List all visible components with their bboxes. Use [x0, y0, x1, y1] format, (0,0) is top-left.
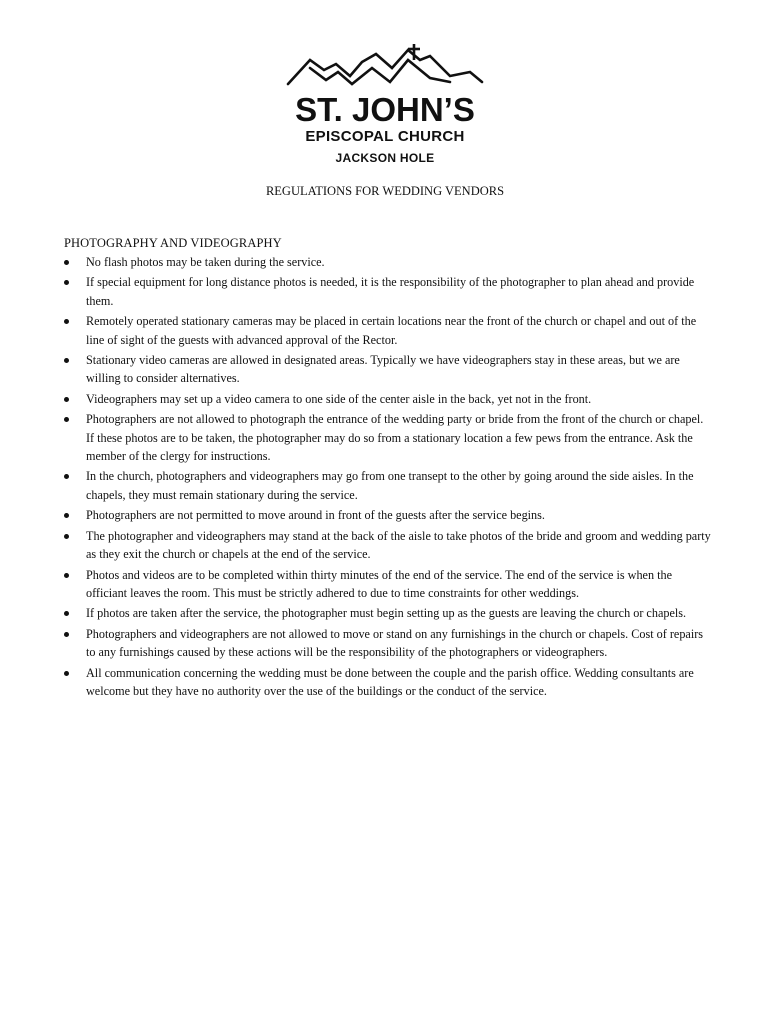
- list-item: [64, 566, 714, 603]
- church-location: JACKSON HOLE: [335, 151, 435, 165]
- rule-text: Stationary video cameras are allowed in designated areas. Typically we have videographers stay in these areas, but we are willing to consider alternatives.: [86, 353, 680, 386]
- list-item: [64, 253, 714, 271]
- rule-text: Photographers are not permitted to move around in front of the guests after the service begins.: [86, 508, 545, 523]
- bullet-icon: [64, 513, 69, 518]
- bullet-icon: [64, 358, 69, 363]
- list-item: [64, 312, 714, 349]
- bullet-icon: [64, 260, 69, 265]
- list-item: [64, 604, 714, 622]
- list-item: [64, 527, 714, 564]
- rule-text: Photographers are not allowed to photograph the entrance of the wedding party or bride from the front of the church or chapel. If these photos are to be taken, the photographer may do so from a stationary location a few pews from the entrance. Ask the member of the clergy for instructions.: [86, 412, 704, 464]
- church-logo: [280, 42, 490, 168]
- bullet-icon: [64, 611, 69, 616]
- bullet-icon: [64, 417, 69, 422]
- section-heading: PHOTOGRAPHY AND VIDEOGRAPHY: [64, 236, 282, 250]
- bullet-icon: [64, 397, 69, 402]
- list-item: [64, 351, 714, 388]
- rule-text: If photos are taken after the service, the photographer must begin setting up as the guests are leaving the church or chapels.: [86, 606, 687, 621]
- list-item: [64, 273, 714, 310]
- church-name: ST. JOHN’S: [295, 91, 475, 128]
- rule-text: Photos and videos are to be completed within thirty minutes of the end of the service. The end of the service is when the officiant leaves the room. This must be strictly adhered to due to time constraints for other weddings.: [86, 567, 672, 600]
- cross-icon: [280, 42, 490, 92]
- list-item: [64, 506, 714, 524]
- church-denomination: EPISCOPAL CHURCH: [305, 128, 465, 145]
- list-item: [64, 467, 714, 504]
- rule-text: Videographers may set up a video camera to one side of the center aisle in the back, yet not in the front.: [86, 391, 592, 406]
- list-item: [64, 625, 714, 662]
- rule-text: No flash photos may be taken during the service.: [86, 255, 325, 269]
- bullet-icon: [64, 534, 69, 539]
- bullet-icon: [64, 474, 69, 479]
- document-body: [64, 234, 714, 702]
- rule-text: If special equipment for long distance photos is needed, it is the responsibility of the photographer to plan ahead and provide them.: [86, 275, 695, 308]
- bullet-icon: [64, 671, 69, 676]
- list-item: [64, 410, 714, 465]
- rule-text: All communication concerning the wedding must be done between the couple and the parish office. Wedding consultants are welcome but they have no authority over the use of the buildings or the conduct of the service.: [86, 665, 694, 698]
- rule-text: In the church, photographers and videographers may go from one transept to the other by going around the side aisles. In the chapels, they must remain stationary during the service.: [86, 469, 694, 502]
- bullet-icon: [64, 573, 69, 578]
- bullet-icon: [64, 632, 69, 637]
- rule-text: The photographer and videographers may stand at the back of the aisle to take photos of the bride and groom and wedding party as they exit the church or chapels at the end of the service.: [86, 528, 711, 562]
- rules-list: [64, 253, 714, 700]
- rule-text: Photographers and videographers are not allowed to move or stand on any furnishings in the church or chapels. Cost of repairs to any furnishings caused by these actions will be the responsibility of the photographers or videographers.: [86, 626, 704, 660]
- list-item: [64, 390, 714, 408]
- bullet-icon: [64, 280, 69, 285]
- list-item: [64, 664, 714, 701]
- document-title: REGULATIONS FOR WEDDING VENDORS: [265, 184, 505, 198]
- bullet-icon: [64, 319, 69, 324]
- rule-text: Remotely operated stationary cameras may be placed in certain locations near the front of the church or chapel and out of the line of sight of the guests with advanced approval of the Rector.: [86, 314, 697, 347]
